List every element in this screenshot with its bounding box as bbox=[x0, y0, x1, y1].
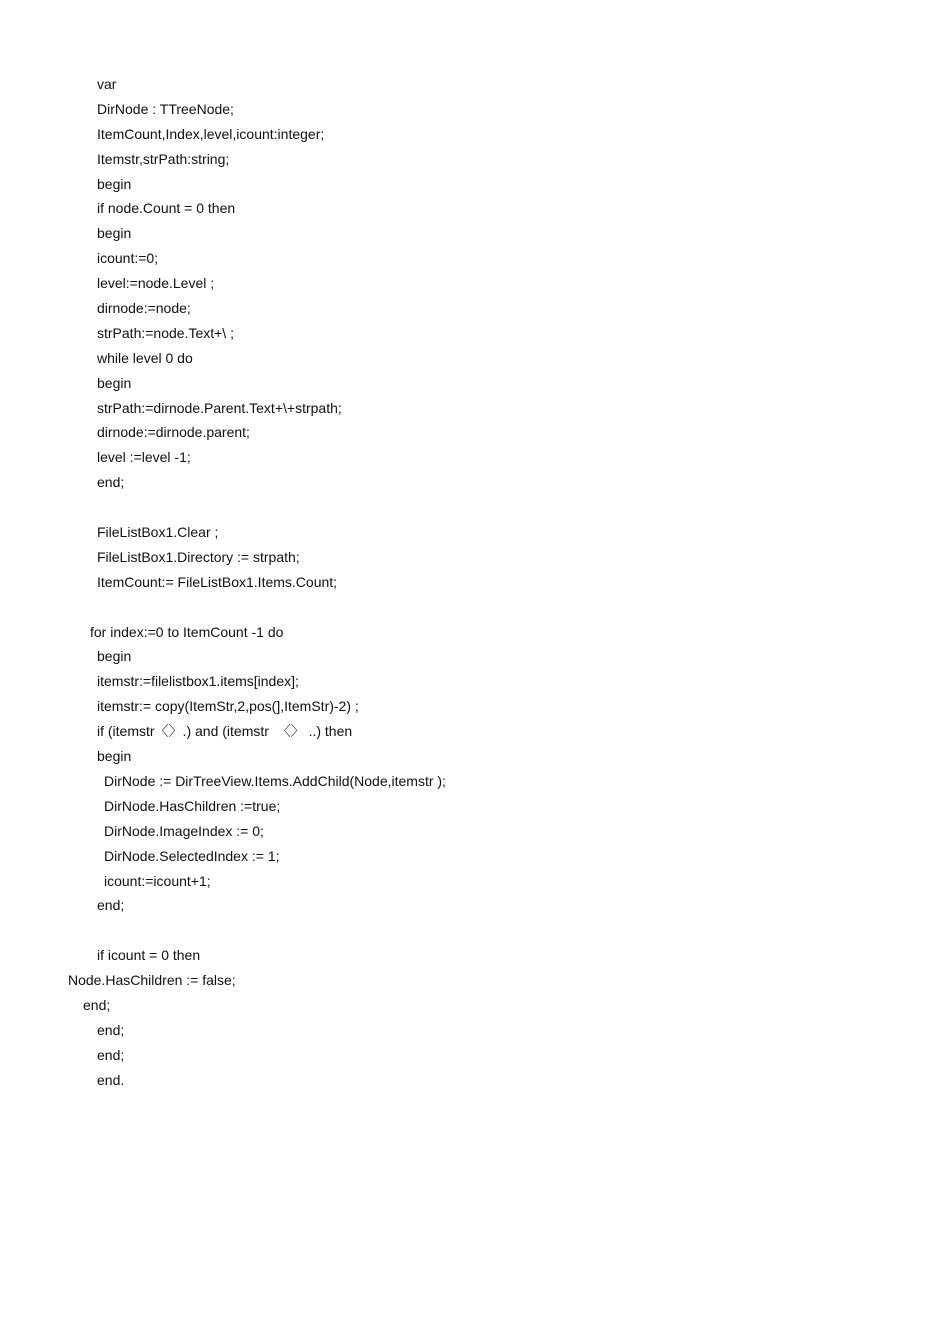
code-line: dirnode:=node; bbox=[97, 300, 191, 317]
code-line: strPath:=node.Text+\ ; bbox=[97, 324, 234, 341]
code-line: begin bbox=[97, 648, 132, 665]
code-line: end; bbox=[83, 996, 111, 1013]
code-line bbox=[0, 595, 446, 620]
code-line: for index:=0 to ItemCount -1 do bbox=[90, 623, 284, 640]
code-line bbox=[0, 495, 446, 520]
code-line: var bbox=[97, 76, 117, 92]
code-line: begin bbox=[97, 748, 132, 765]
code-line: end; bbox=[97, 897, 125, 914]
code-line: end; bbox=[97, 1046, 125, 1063]
code-line: DirNode : TTreeNode; bbox=[97, 100, 234, 117]
code-line: while level 0 do bbox=[97, 349, 193, 366]
code-line: FileListBox1.Clear ; bbox=[97, 524, 219, 541]
code-line: level:=node.Level ; bbox=[97, 275, 215, 292]
code-line: DirNode.SelectedIndex := 1; bbox=[104, 847, 280, 864]
code-line: DirNode.HasChildren :=true; bbox=[104, 797, 281, 814]
code-line: Node.HasChildren := false; bbox=[68, 972, 236, 989]
code-line: level :=level -1; bbox=[97, 449, 191, 466]
code-line: FileListBox1.Directory := strpath; bbox=[97, 548, 300, 565]
code-line: if icount = 0 then bbox=[97, 947, 201, 964]
code-line: itemstr:=filelistbox1.items[index]; bbox=[97, 673, 299, 690]
code-line: itemstr:= copy(ItemStr,2,pos(],ItemStr)-2) ; bbox=[97, 698, 359, 715]
code-line: begin bbox=[97, 225, 132, 242]
code-line: ItemCount:= FileListBox1.Items.Count; bbox=[97, 573, 338, 590]
code-line: end. bbox=[97, 1071, 125, 1088]
code-line: if (itemstr〈〉.) and (itemstr 〈〉 ..) then bbox=[97, 723, 353, 740]
code-line: DirNode := DirTreeView.Items.AddChild(Node,itemstr ); bbox=[104, 772, 446, 789]
code-listing bbox=[0, 72, 446, 1093]
code-line: end; bbox=[97, 1021, 125, 1038]
code-line: ItemCount,Index,level,icount:integer; bbox=[97, 125, 325, 142]
code-line: icount:=0; bbox=[97, 250, 159, 267]
code-line: strPath:=dirnode.Parent.Text+\+strpath; bbox=[97, 399, 342, 416]
code-line: icount:=icount+1; bbox=[104, 872, 211, 889]
code-line: begin bbox=[97, 175, 132, 192]
code-line: if node.Count = 0 then bbox=[97, 200, 236, 217]
code-line: DirNode.ImageIndex := 0; bbox=[104, 822, 264, 839]
code-line: dirnode:=dirnode.parent; bbox=[97, 424, 250, 441]
code-line: Itemstr,strPath:string; bbox=[97, 150, 230, 167]
code-line: end; bbox=[97, 474, 125, 491]
code-line: begin bbox=[97, 374, 132, 391]
code-line bbox=[0, 918, 446, 943]
